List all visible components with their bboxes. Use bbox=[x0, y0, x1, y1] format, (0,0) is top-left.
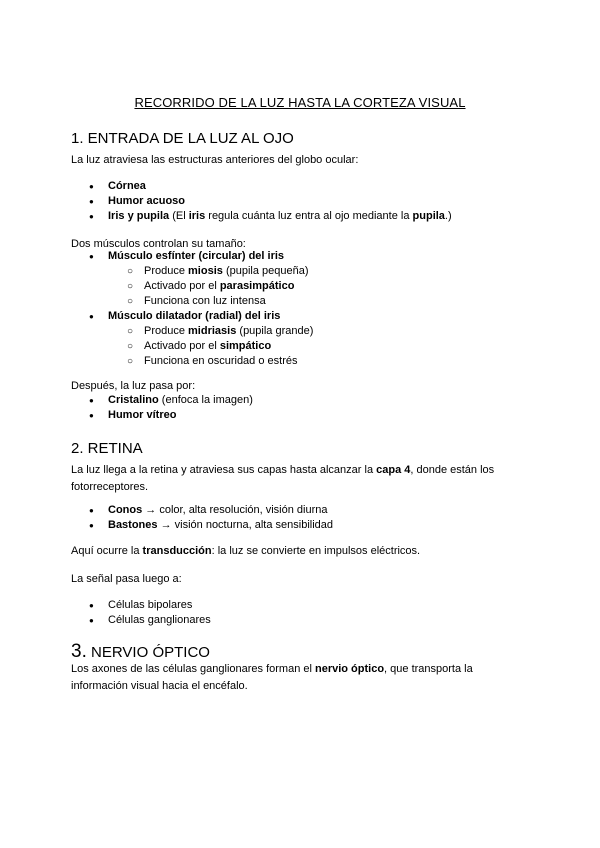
list-item: ● Cristalino (enfoca la imagen) bbox=[71, 393, 253, 408]
humor-acuoso-label: Humor acuoso bbox=[108, 195, 186, 207]
posterior-structures-list bbox=[71, 393, 253, 423]
pupila-bold: pupila bbox=[412, 210, 445, 222]
list-item: ● Células ganglionares bbox=[71, 613, 211, 628]
retina-paragraph: La luz llega a la retina y atraviesa sus capas hasta alcanzar la capa 4, donde están los fotorreceptores. bbox=[71, 464, 495, 493]
after-intro: Después, la luz pasa por: bbox=[71, 380, 196, 392]
section-2-heading: 2. RETINA bbox=[71, 440, 143, 457]
esfinter-label: Músculo esfínter (circular) del iris bbox=[108, 250, 285, 262]
dilatador-label: Músculo dilatador (radial) del iris bbox=[108, 310, 281, 322]
sub-list-item: ○ Funciona en oscuridad o estrés bbox=[71, 354, 313, 369]
list-item: ● Conos → color, alta resolución, visión diurna bbox=[71, 503, 333, 518]
cornea-label: Córnea bbox=[108, 180, 146, 192]
section-1-heading: 1. ENTRADA DE LA LUZ AL OJO bbox=[71, 130, 294, 147]
section-3-heading: 3. NERVIO ÓPTICO bbox=[71, 641, 210, 662]
iris-pupila-label: Iris y pupila bbox=[108, 210, 170, 222]
iris-text-1: (El bbox=[169, 210, 189, 222]
signal-paragraph: La señal pasa luego a: bbox=[71, 573, 182, 585]
list-item bbox=[71, 194, 452, 209]
list-item: ● Humor vítreo bbox=[71, 408, 253, 423]
section-1-intro: La luz atraviesa las estructuras anteriores del globo ocular: bbox=[71, 154, 359, 166]
nervio-optico-paragraph: Los axones de las células ganglionares forman el nervio óptico, que transporta la información visual hacia el encéfalo. bbox=[71, 663, 473, 692]
muscles-list bbox=[71, 249, 313, 369]
list-item: ● Células bipolares bbox=[71, 598, 211, 613]
sub-list-item: ○ Produce midriasis (pupila grande) bbox=[71, 324, 313, 339]
sub-list-item: ○ Funciona con luz intensa bbox=[71, 294, 313, 309]
iris-bold-2: iris bbox=[188, 210, 206, 222]
list-item bbox=[71, 309, 313, 369]
photoreceptors-list bbox=[71, 503, 333, 533]
list-item bbox=[71, 209, 452, 224]
document-title: RECORRIDO DE LA LUZ HASTA LA CORTEZA VISUAL bbox=[134, 95, 466, 110]
list-item bbox=[71, 249, 313, 309]
iris-text-3: .) bbox=[444, 210, 452, 222]
sub-list-item: ○ Activado por el simpático bbox=[71, 339, 313, 354]
sub-list-item: ○ Produce miosis (pupila pequeña) bbox=[71, 264, 313, 279]
transduction-paragraph: Aquí ocurre la transducción: la luz se convierte en impulsos eléctricos. bbox=[71, 545, 421, 557]
cells-list bbox=[71, 598, 211, 628]
list-item: ● Bastones → visión nocturna, alta sensibilidad bbox=[71, 518, 333, 533]
sub-list-item: ○ Activado por el parasimpático bbox=[71, 279, 313, 294]
anterior-structures-list bbox=[71, 179, 452, 224]
list-item bbox=[71, 179, 452, 194]
iris-text-2: regula cuánta luz entra al ojo mediante la bbox=[205, 210, 413, 222]
muscles-intro: Dos músculos controlan su tamaño: bbox=[71, 238, 246, 250]
